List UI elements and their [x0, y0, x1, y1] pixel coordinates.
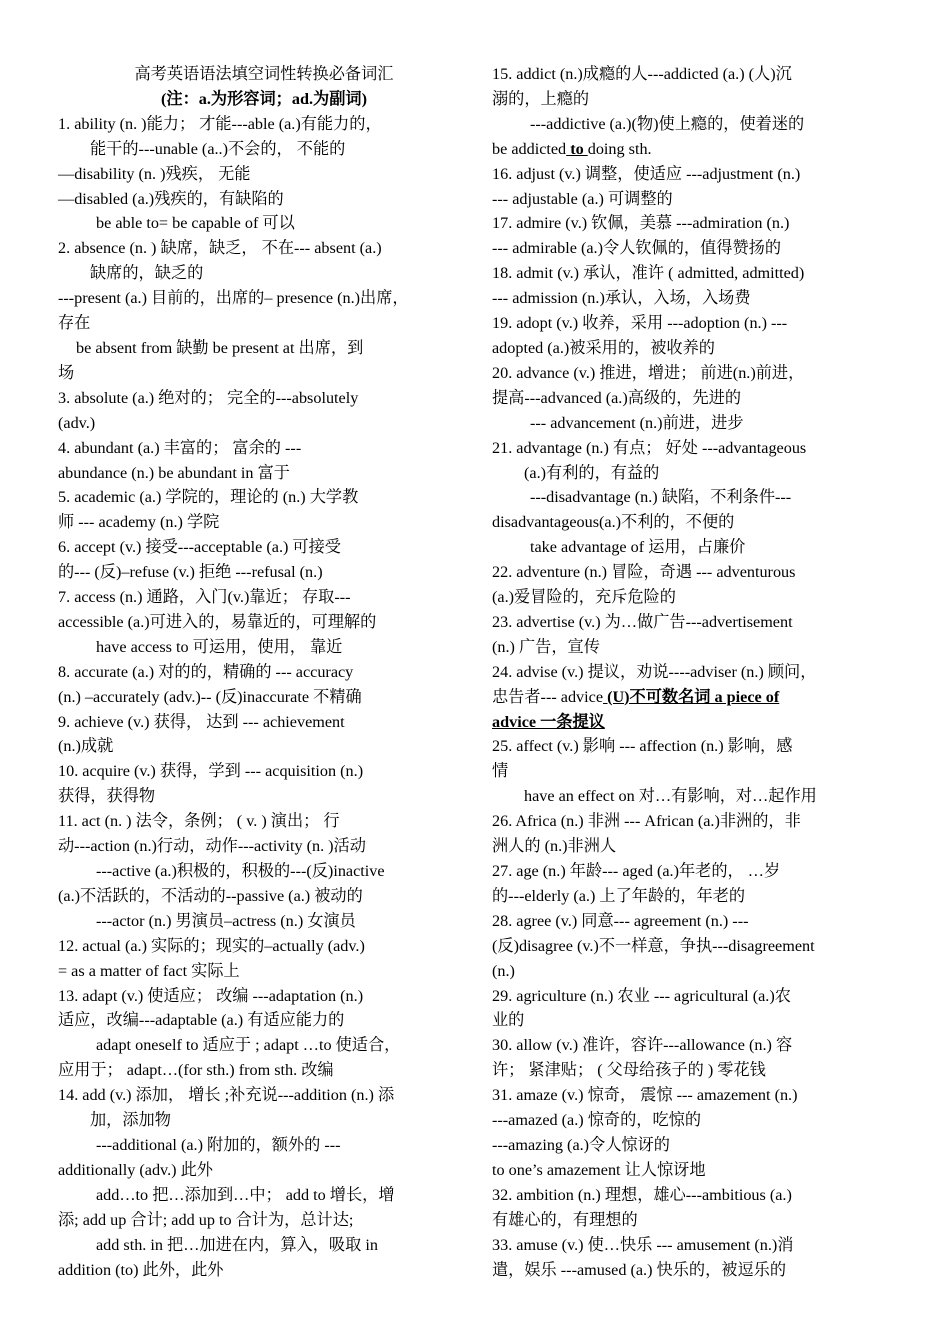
left-column	[58, 62, 470, 1282]
text-line	[58, 1083, 470, 1108]
text-line	[492, 685, 904, 710]
text-line	[492, 934, 904, 959]
text-segment: (U)不可数名词 a piece of	[603, 687, 780, 706]
text-segment: 30. allow (v.) 准许，容许---allowance (n.) 容	[492, 1036, 793, 1055]
text-line	[58, 909, 470, 934]
text-line	[58, 560, 470, 585]
text-segment: ---addictive (a.)(物)使上瘾的，使着迷的	[530, 114, 805, 133]
text-line	[58, 784, 470, 809]
text-segment: 22. adventure (n.) 冒险，奇遇 --- adventurous	[492, 563, 796, 582]
text-line	[492, 137, 904, 162]
text-line	[492, 535, 904, 560]
text-line	[492, 411, 904, 436]
text-segment: 场	[58, 363, 75, 382]
text-segment: be addicted	[492, 139, 567, 158]
text-line	[58, 137, 470, 162]
text-line	[58, 859, 470, 884]
text-segment: 25. affect (v.) 影响 --- affection (n.) 影响，感	[492, 737, 793, 756]
text-segment: disadvantageous(a.)不利的，不便的	[492, 513, 735, 532]
text-segment: adopted (a.)被采用的，被收养的	[492, 338, 715, 357]
text-line	[58, 934, 470, 959]
text-segment: 11. act (n. ) 法令，条例； ( v. ) 演出； 行	[58, 812, 340, 831]
text-line	[492, 436, 904, 461]
text-line	[58, 710, 470, 735]
text-segment: 能干的---unable (a..)不会的， 不能的	[90, 139, 346, 158]
text-segment: 忠告者--- advice	[492, 687, 604, 706]
text-line	[58, 236, 470, 261]
text-segment: --- admirable (a.)令人钦佩的，值得赞扬的	[492, 239, 782, 258]
text-line	[492, 585, 904, 610]
text-line	[492, 87, 904, 112]
text-line	[58, 1183, 470, 1208]
text-line	[58, 187, 470, 212]
text-segment: 的---elderly (a.) 上了年龄的，年老的	[492, 886, 746, 905]
text-line	[58, 660, 470, 685]
text-line	[492, 884, 904, 909]
text-line	[492, 1208, 904, 1233]
text-line	[58, 311, 470, 336]
text-segment: 12. actual (a.) 实际的；现实的–actually (adv.)	[58, 936, 365, 955]
text-line	[58, 510, 470, 535]
text-segment: ---additional (a.) 附加的，额外的 ---	[96, 1135, 341, 1154]
text-segment: ---actor (n.) 男演员–actress (n.) 女演员	[96, 911, 356, 930]
text-line	[58, 1158, 470, 1183]
text-line	[58, 1008, 470, 1033]
text-line	[492, 1158, 904, 1183]
text-segment: 适应，改编---adaptable (a.) 有适应能力的	[58, 1011, 345, 1030]
text-segment: 18. admit (v.) 承认，准许 ( admitted, admitted)	[492, 264, 805, 283]
text-line	[58, 361, 470, 386]
text-segment: accessible (a.)可进入的，易靠近的，可理解的	[58, 612, 377, 631]
text-line	[492, 1108, 904, 1133]
text-segment: 31. amaze (v.) 惊奇， 震惊 --- amazement (n.)	[492, 1086, 798, 1105]
text-line	[58, 261, 470, 286]
text-segment: be absent from 缺勤 be present at 出席，到	[76, 338, 364, 357]
text-segment: 9. achieve (v.) 获得， 达到 --- achievement	[58, 712, 345, 731]
text-segment: (n.)	[492, 961, 515, 980]
text-segment: 高考英语语法填空词性转换必备词汇	[134, 65, 394, 83]
text-line	[492, 1258, 904, 1283]
text-line	[58, 834, 470, 859]
text-line	[492, 510, 904, 535]
text-line	[58, 984, 470, 1009]
text-segment: have an effect on 对…有影响，对…起作用	[524, 787, 817, 806]
text-segment: (注：a.为形容词；ad.为副词)	[161, 89, 367, 108]
text-segment: 17. admire (v.) 钦佩，美慕 ---admiration (n.)	[492, 214, 790, 233]
text-line	[58, 610, 470, 635]
text-line	[58, 1058, 470, 1083]
text-line	[492, 759, 904, 784]
text-line	[58, 436, 470, 461]
text-segment: 缺席的，缺乏的	[90, 264, 204, 283]
text-segment: advice 一条提议	[492, 712, 605, 731]
text-segment: addition (to) 此外，此外	[58, 1260, 224, 1279]
text-line	[58, 959, 470, 984]
text-line	[492, 610, 904, 635]
text-line	[58, 1208, 470, 1233]
text-segment: 33. amuse (v.) 使…快乐 --- amusement (n.)消	[492, 1235, 794, 1254]
text-segment: add…to 把…添加到…中； add to 增长，增	[96, 1185, 395, 1204]
text-line	[58, 461, 470, 486]
text-line	[492, 261, 904, 286]
text-line	[492, 236, 904, 261]
text-segment: 加，添加物	[90, 1111, 171, 1130]
text-segment: (n.)成就	[58, 737, 114, 756]
text-segment: 16. adjust (v.) 调整，使适应 ---adjustment (n.)	[492, 164, 801, 183]
text-line	[58, 211, 470, 236]
text-line	[58, 884, 470, 909]
text-segment: —disabled (a.)残疾的，有缺陷的	[58, 189, 284, 208]
text-segment: 有雄心的，有理想的	[492, 1210, 638, 1229]
text-segment: ---active (a.)积极的，积极的---(反)inactive	[96, 862, 385, 880]
text-segment: (a.)爱冒险的，充斥危险的	[492, 588, 676, 607]
text-segment: 23. advertise (v.) 为…做广告---advertisement	[492, 612, 793, 631]
text-line	[58, 685, 470, 710]
text-line	[492, 809, 904, 834]
text-segment: 14. add (v.) 添加， 增长 ;补充说---addition (n.) 添	[58, 1086, 395, 1105]
text-line	[492, 361, 904, 386]
text-segment: ---disadvantage (n.) 缺陷，不利条件---	[530, 488, 792, 507]
text-segment: ---amazing (a.)令人惊讶的	[492, 1135, 670, 1154]
text-line	[492, 112, 904, 137]
text-segment: add sth. in 把…加进在内，算入，吸取 in	[96, 1235, 378, 1254]
text-line	[492, 386, 904, 411]
text-segment: 32. ambition (n.) 理想，雄心---ambitious (a.)	[492, 1185, 792, 1204]
text-segment: (a.)不活跃的，不活动的--passive (a.) 被动的	[58, 886, 363, 905]
text-line	[492, 485, 904, 510]
text-segment: 5. academic (a.) 学院的，理论的 (n.) 大学教	[58, 488, 359, 507]
text-segment: 15. addict (n.)成瘾的人---addicted (a.) (人)沉	[492, 65, 792, 83]
text-segment: 27. age (n.) 年龄--- aged (a.)年老的， …岁	[492, 862, 781, 880]
text-line	[492, 461, 904, 486]
text-segment: 许； 紧津贴； ( 父母给孩子的 ) 零花钱	[492, 1061, 766, 1080]
text-line	[58, 411, 470, 436]
text-segment: (a.)有利的，有益的	[524, 463, 660, 482]
text-line	[58, 1108, 470, 1133]
text-line	[492, 635, 904, 660]
text-line	[492, 1183, 904, 1208]
text-line	[492, 286, 904, 311]
text-line	[492, 560, 904, 585]
text-segment: 2. absence (n. ) 缺席，缺乏， 不在--- absent (a.)	[58, 239, 382, 258]
text-segment: —disability (n. )残疾， 无能	[58, 164, 251, 183]
text-segment: (n.) 广告，宣传	[492, 637, 600, 656]
text-line	[492, 660, 904, 685]
text-segment: have access to 可运用，使用， 靠近	[96, 637, 343, 656]
text-segment: 业的	[492, 1011, 525, 1030]
text-line	[58, 112, 470, 137]
text-segment: 6. accept (v.) 接受---acceptable (a.) 可接受	[58, 538, 341, 557]
text-line	[58, 87, 470, 112]
text-segment: 20. advance (v.) 推进，增进； 前进(n.)前进，	[492, 363, 805, 382]
text-segment: 遣，娱乐 ---amused (a.) 快乐的，被逗乐的	[492, 1260, 787, 1279]
text-line	[58, 585, 470, 610]
text-line	[492, 859, 904, 884]
text-line	[58, 162, 470, 187]
text-line	[492, 1058, 904, 1083]
text-line	[58, 336, 470, 361]
text-line	[492, 1008, 904, 1033]
text-line	[492, 1233, 904, 1258]
text-segment: (n.) –accurately (adv.)-- (反)inaccurate 不精确	[58, 687, 362, 706]
text-line	[492, 187, 904, 212]
text-segment: abundance (n.) be abundant in 富于	[58, 463, 290, 482]
text-segment: 添; add up 合计; add up to 合计为，总计达;	[58, 1210, 354, 1229]
text-line	[492, 984, 904, 1009]
text-line	[58, 62, 470, 87]
text-line	[492, 834, 904, 859]
text-segment: 动---action (n.)行动，动作---activity (n. )活动	[58, 837, 366, 856]
text-line	[492, 162, 904, 187]
text-segment: take advantage of 运用，占廉价	[530, 538, 746, 557]
text-line	[58, 734, 470, 759]
text-segment: 28. agree (v.) 同意--- agreement (n.) ---	[492, 911, 749, 930]
text-segment: --- adjustable (a.) 可调整的	[492, 189, 673, 208]
text-line	[492, 211, 904, 236]
text-line	[58, 535, 470, 560]
text-line	[492, 959, 904, 984]
text-segment: 4. abundant (a.) 丰富的； 富余的 ---	[58, 438, 302, 457]
text-line	[58, 485, 470, 510]
text-segment: 13. adapt (v.) 使适应； 改编 ---adaptation (n.)	[58, 986, 364, 1005]
text-segment: ---amazed (a.) 惊奇的，吃惊的	[492, 1111, 702, 1130]
text-line	[492, 1083, 904, 1108]
text-line	[58, 759, 470, 784]
text-segment: 8. accurate (a.) 对的的，精确的 --- accuracy	[58, 662, 354, 681]
text-line	[58, 635, 470, 660]
text-line	[58, 286, 470, 311]
text-segment: 21. advantage (n.) 有点； 好处 ---advantageous	[492, 438, 807, 457]
text-segment: 3. absolute (a.) 绝对的； 完全的---absolutely	[58, 388, 359, 407]
text-segment: 10. acquire (v.) 获得，学到 --- acquisition (n.)	[58, 762, 364, 781]
text-segment: to one’s amazement 让人惊讶地	[492, 1160, 706, 1179]
text-segment: 19. adopt (v.) 收养，采用 ---adoption (n.) ---	[492, 314, 788, 333]
text-segment: 1. ability (n. )能力； 才能---able (a.)有能力的，	[58, 114, 382, 133]
text-segment: 获得，获得物	[58, 787, 156, 806]
text-segment: adapt oneself to 适应于 ; adapt …to 使适合，	[96, 1036, 401, 1055]
text-segment: ---present (a.) 目前的，出席的– presence (n.)出席，	[58, 289, 409, 308]
text-line	[58, 1233, 470, 1258]
text-segment: to	[566, 139, 588, 158]
text-segment: (反)disagree (v.)不一样意，争执---disagreement	[492, 936, 815, 955]
text-line	[58, 1258, 470, 1283]
text-segment: 29. agriculture (n.) 农业 --- agricultural (a.)农	[492, 986, 791, 1005]
text-line	[492, 62, 904, 87]
text-line	[492, 710, 904, 735]
text-segment: --- advancement (n.)前进，进步	[530, 413, 744, 432]
text-segment: = as a matter of fact 实际上	[58, 961, 240, 980]
text-segment: 洲人的 (n.)非洲人	[492, 837, 617, 856]
text-line	[58, 809, 470, 834]
text-segment: (adv.)	[58, 413, 96, 432]
text-segment: 情	[492, 762, 509, 781]
text-segment: 师 --- academy (n.) 学院	[58, 513, 220, 532]
text-segment: 7. access (n.) 通路，入门(v.)靠近； 存取---	[58, 588, 351, 607]
text-segment: 24. advise (v.) 提议，劝说----adviser (n.) 顾问，	[492, 662, 817, 681]
text-line	[492, 311, 904, 336]
text-line	[492, 734, 904, 759]
text-segment: 存在	[58, 314, 91, 333]
text-segment: 应用于； adapt…(for sth.) from sth. 改编	[58, 1061, 334, 1080]
text-line	[492, 1033, 904, 1058]
text-line	[58, 1133, 470, 1158]
text-segment: additionally (adv.) 此外	[58, 1160, 213, 1179]
text-line	[492, 909, 904, 934]
text-line	[492, 784, 904, 809]
text-segment: 溺的，上瘾的	[492, 89, 590, 108]
text-line	[492, 336, 904, 361]
text-line	[58, 386, 470, 411]
text-segment: 26. Africa (n.) 非洲 --- African (a.)非洲的，非	[492, 812, 801, 831]
text-segment: 的--- (反)–refuse (v.) 拒绝 ---refusal (n.)	[58, 563, 323, 582]
right-column	[492, 62, 904, 1282]
text-line	[58, 1033, 470, 1058]
text-segment: 提高---advanced (a.)高级的，先进的	[492, 388, 742, 407]
text-segment: doing sth.	[587, 139, 652, 158]
text-segment: --- admission (n.)承认，入场，入场费	[492, 289, 751, 308]
text-line	[492, 1133, 904, 1158]
text-segment: be able to= be capable of 可以	[96, 214, 295, 233]
